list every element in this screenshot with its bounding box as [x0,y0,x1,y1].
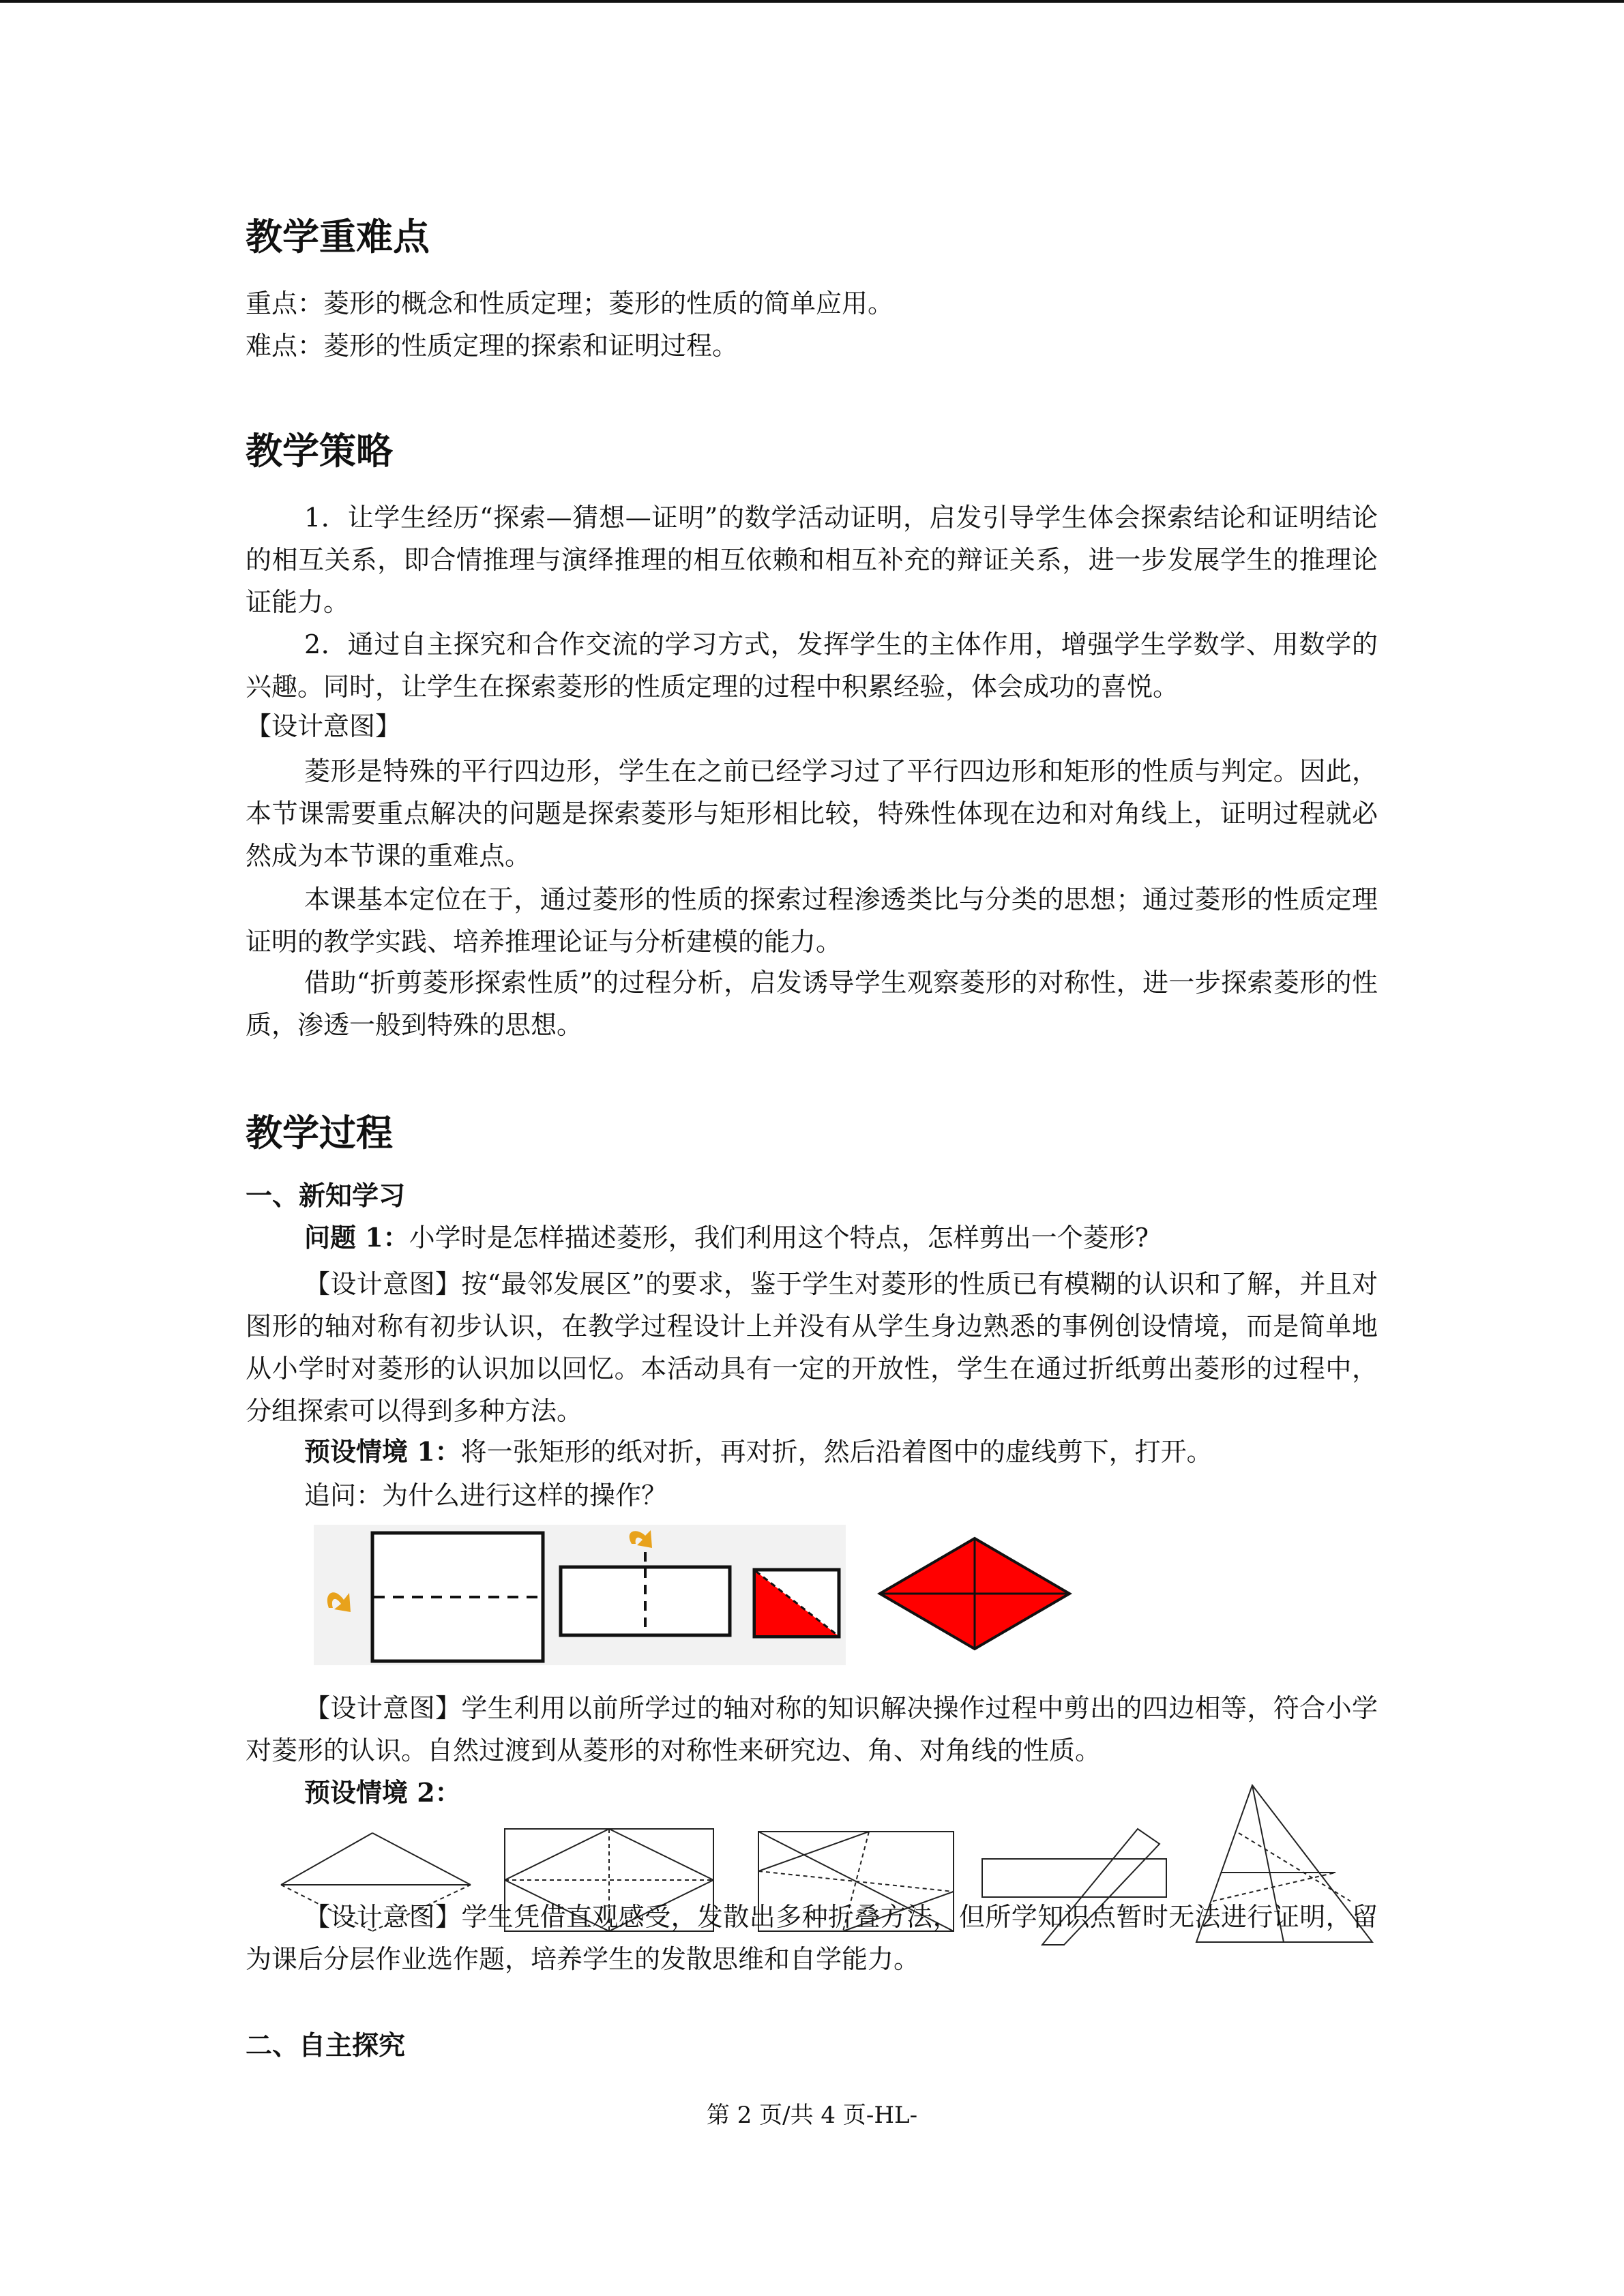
design-intent-paragraph-1: 菱形是特殊的平行四边形，学生在之前已经学习过了平行四边形和矩形的性质与判定。因此，本节课需要重点解决的问题是探索菱形与矩形相比较，特殊性体现在边和对角线上，证明过程就必然成为本节课的重难点。 [246,756,1378,871]
section-title-strategy: 教学策略 [246,430,393,473]
fold-cut-figure [314,1525,846,1665]
question-1-text: 小学时是怎样描述菱形，我们利用这个特点，怎样剪出一个菱形? [409,1223,1149,1253]
part1-title: 一、新知学习 [246,1181,406,1212]
scene-1-text: 将一张矩形的纸对折，再对折，然后沿着图中的虚线剪下，打开。 [460,1437,1213,1467]
question-1-label: 问题 1： [304,1222,409,1253]
page-footer: 第 2 页/共 4 页-HL- [706,2102,918,2129]
difficult-points: 难点：菱形的性质定理的探索和证明过程。 [246,331,739,361]
scene-2-intent: 【设计意图】学生凭借直观感受，发散出多种折叠方法，但所学知识点暂时无法进行证明，留为课后分层作业选作题，培养学生的发散思维和自学能力。 [246,1902,1378,1974]
scene-1-intent: 【设计意图】学生利用以前所学过的轴对称的知识解决操作过程中剪出的四边相等，符合小学对菱形的认识。自然过渡到从菱形的对称性来研究边、角、对角线的性质。 [246,1693,1378,1765]
design-intent-label: 【设计意图】 [246,711,402,741]
red-rhombus-figure [877,1536,1072,1652]
scene-2-label-text: 预设情境 2： [304,1777,461,1808]
scene-1-label: 预设情境 1： [304,1436,461,1467]
question-1-intent: 【设计意图】按“最邻发展区”的要求，鉴于学生对菱形的性质已有模糊的认识和了解，并且对图形的轴对称有初步认识，在教学过程设计上并没有从学生身边熟悉的事例创设情境，而是简单地从小学时对菱形的认识加以回忆。本活动具有一定的开放性，学生在通过折纸剪出菱形的过程中，分组探索可以得到多种方法。 [246,1269,1378,1426]
strategy-item-2: 2．通过自主探究和合作交流的学习方式，发挥学生的主体作用，增强学生学数学、用数学的兴趣。同时，让学生在探索菱形的性质定理的过程中积累经验，体会成功的喜悦。 [246,629,1378,702]
follow-up-question: 追问：为什么进行这样的操作？ [304,1480,668,1510]
part2-title: 二、自主探究 [246,2031,406,2061]
design-intent-paragraph-2: 本课基本定位在于，通过菱形的性质的探索过程渗透类比与分类的思想；通过菱形的性质定理证明的教学实践、培养推理论证与分析建模的能力。 [246,884,1378,957]
scene-1 [304,1435,1213,1469]
strategy-item-1: 1．让学生经历“探索—猜想—证明”的数学活动证明，启发引导学生体会探索结论和证明结论的相互关系，即合情推理与演绎推理的相互依赖和相互补充的辩证关系，进一步发展学生的推理论证能力。 [246,503,1378,617]
section-title-process: 教学过程 [246,1112,393,1154]
design-intent-paragraph-3: 借助“折剪菱形探索性质”的过程分析，启发诱导学生观察菱形的对称性，进一步探索菱形的性质，渗透一般到特殊的思想。 [246,968,1378,1040]
top-border [0,0,1624,3]
question-1 [304,1221,1149,1255]
key-points: 重点：菱形的概念和性质定理；菱形的性质的简单应用。 [246,288,894,318]
section-title-difficulties: 教学重难点 [246,215,430,258]
